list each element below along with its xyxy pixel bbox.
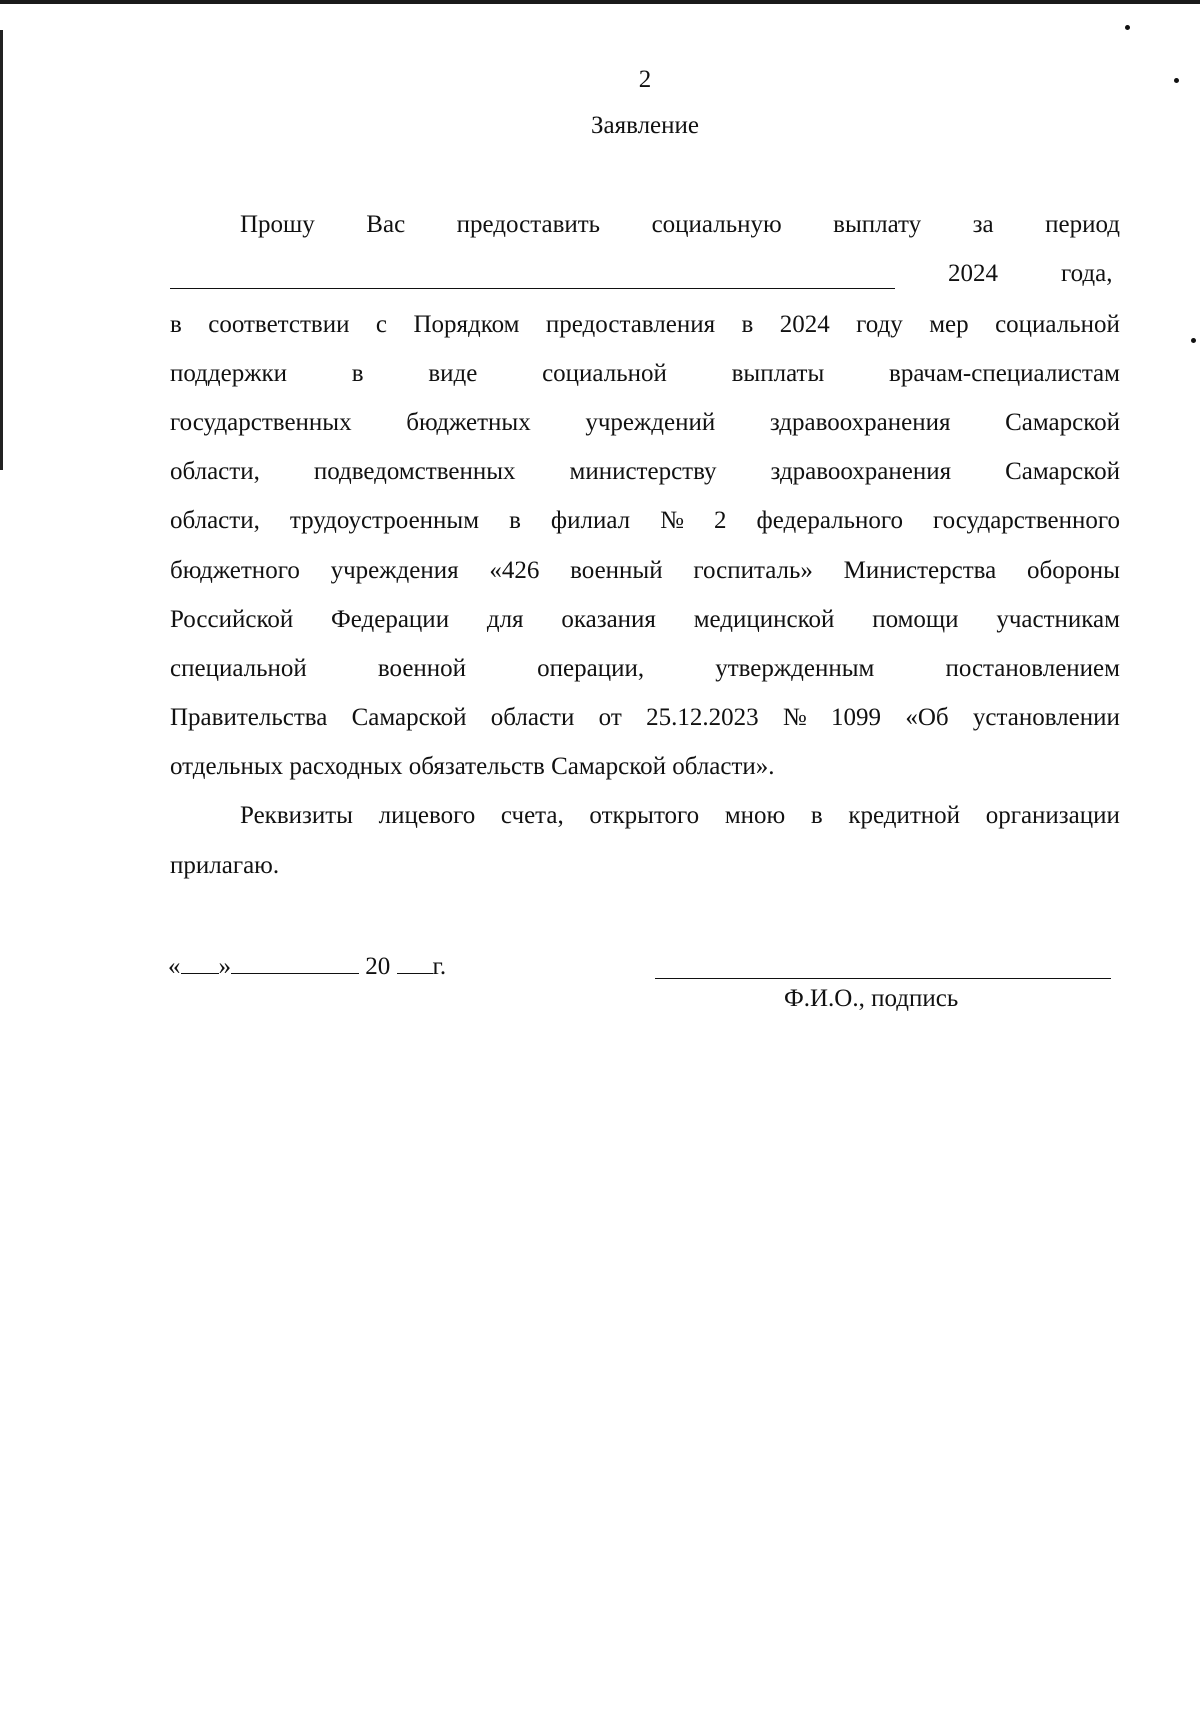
body-word: в [741,311,754,338]
body-word: филиал [550,507,631,535]
body-word: предоставления [545,311,716,338]
body-word: «426 [489,556,540,584]
body-word: области, [170,458,260,486]
body-line [170,408,1120,438]
body-word: операции, [537,654,645,682]
body-line [170,654,1120,684]
signature-caption: Ф.И.О., подпись [784,985,959,1012]
body-word: 2 [714,507,727,535]
date-century: 20 [365,953,391,980]
body-word: постановлением [945,654,1120,682]
body-word: в [351,360,364,388]
year-blank [397,951,433,974]
body-word: Правительства [170,703,328,731]
day-blank [181,951,219,974]
body-word: социальной [995,311,1120,338]
body-word: министерству [569,458,717,486]
requisites-last-line: прилагаю. [170,852,280,879]
body-word: учреждений [585,409,716,437]
body-word: установлении [972,703,1120,731]
body-word: Самарской [351,703,467,731]
body-word: специальной [170,654,307,682]
intro-year: 2024 [948,260,998,287]
date-suffix: г. [432,953,447,980]
body-word: Федерации [331,605,450,633]
intro-word: за [972,211,994,238]
body-word: Самарской [1005,458,1120,486]
requisites-first-line [240,801,1120,831]
body-line [170,556,1120,586]
body-word: здравоохранения [769,409,951,437]
body-word: медицинской [693,605,835,633]
requisites-word: организации [985,802,1120,829]
date-open-quote: « [168,953,181,980]
body-word: Самарской [1005,409,1120,437]
body-word: бюджетного [170,556,300,584]
body-word: 2024 [779,311,830,338]
document-title: Заявление [590,112,700,139]
requisites-word: в [810,802,823,829]
body-word: в [509,507,521,535]
body-word: 25.12.2023 [646,703,759,731]
body-word: утвержденным [715,654,875,682]
body-word: году [856,311,903,338]
body-word: врачам-специалистам [889,360,1120,388]
signature-line [655,978,1111,979]
requisites-word: счета, [500,802,564,829]
body-word: мер [929,311,969,338]
body-word: государственного [933,507,1120,535]
requisites-word: лицевого [378,802,476,829]
period-blank-field [170,288,895,289]
body-word: помощи [872,605,959,633]
intro-word: Прошу [240,211,315,238]
body-word: трудоустроенным [289,507,480,535]
body-word: от [598,703,622,731]
body-word: 1099 [831,703,882,731]
intro-word: предоставить [456,211,601,238]
page-number: 2 [638,66,652,93]
body-word: военной [377,654,467,682]
intro-year-suffix: года, [1061,260,1113,287]
body-word: поддержки [170,360,287,388]
body-line [170,605,1120,635]
body-word: области [490,703,575,731]
body-word: здравоохранения [770,458,952,486]
body-line [170,310,1120,340]
body-word: оказания [561,605,656,633]
date-field [168,951,446,982]
requisites-word: кредитной [848,802,961,829]
requisites-word: Реквизиты [240,802,353,829]
body-word: федерального [756,507,904,535]
body-word: учреждения [330,556,459,584]
scan-speck [1191,338,1196,343]
body-word: № [660,507,684,535]
date-close-quote: » [218,953,231,980]
scan-speck [1125,25,1130,30]
body-line [170,703,1120,733]
body-word: виде [428,360,478,388]
body-word: «Об [905,703,949,731]
scan-border-left [0,30,3,470]
body-line [170,506,1120,536]
body-word: военный [570,556,663,584]
body-word: Порядком [413,311,520,338]
body-word: государственных [170,409,352,437]
body-word: участникам [996,605,1120,633]
body-word: № [782,703,807,731]
body-word: бюджетных [406,409,531,437]
body-word: для [486,605,524,633]
scan-border-top [0,0,1200,4]
body-last-line: отдельных расходных обязательств Самарской области». [170,753,775,780]
body-word: выплаты [731,360,825,388]
body-word: обороны [1027,556,1120,584]
body-word: социальной [542,360,667,388]
requisites-word: открытого [589,802,700,829]
body-word: Министерства [843,556,997,584]
body-word: в [170,311,182,338]
intro-word: выплату [833,211,922,238]
intro-word: социальную [651,211,782,238]
intro-word: период [1045,211,1120,238]
body-word: подведомственных [313,458,516,486]
body-word: соответствии [208,311,350,338]
body-line [170,359,1120,389]
intro-first-line [240,210,1120,240]
body-word: госпиталь» [693,556,813,584]
body-word: области, [170,507,260,535]
body-word: Российской [170,605,294,633]
requisites-word: мною [724,802,786,829]
body-line [170,457,1120,487]
month-blank [231,951,359,974]
intro-word: Вас [366,211,406,238]
body-word: с [375,311,388,338]
